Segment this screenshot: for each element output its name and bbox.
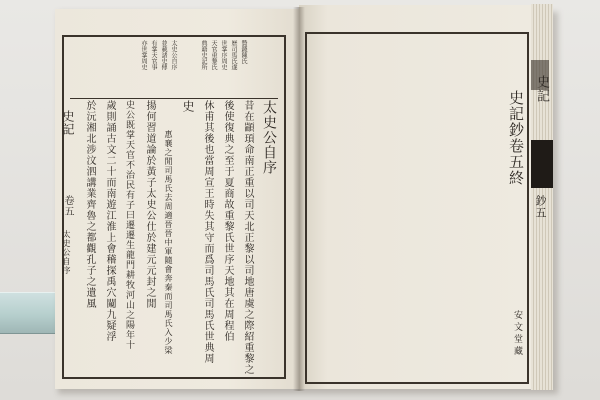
colophon-char: 安	[512, 310, 522, 320]
text-column: 史	[181, 100, 195, 113]
top-note: 歷司馬氏遂	[230, 40, 237, 70]
top-note: 世掌序周史	[220, 40, 227, 70]
text-column: 史公既掌天官不治民有子曰遷遷生龍門耕牧河山之陽年十	[124, 100, 134, 350]
colophon-char: 堂	[512, 334, 522, 344]
colophon-char: 文	[512, 322, 522, 332]
top-note: 亦世掌周史	[140, 40, 147, 70]
edge-label: 鈔五	[534, 195, 547, 219]
volume-end-title: 史記鈔卷五終	[507, 90, 525, 186]
top-note: 並載諸史傳	[160, 40, 167, 70]
text-column: 太史公自序	[261, 100, 277, 175]
top-note: 贊錢陳氏	[240, 40, 247, 64]
text-column: 休甫其後也當周宣王時失其守而爲司馬氏司馬氏世典周	[202, 100, 213, 364]
right-text-frame	[305, 32, 529, 384]
colophon-char: 藏	[512, 346, 522, 356]
top-note: 天官重黎氏	[210, 40, 217, 70]
spine-label: 卷五	[62, 195, 73, 217]
text-column: 揚何習道論於黃子太史公仕於建元元封之閒	[144, 100, 155, 309]
top-note: 典籍史記所	[200, 40, 207, 70]
text-column: 於沅湘北涉汶泗講業齊魯之都觀孔子之遺風	[84, 100, 95, 309]
top-note: 太史公自序	[170, 40, 177, 70]
spine-label: 史記	[61, 110, 75, 136]
top-note: 有掌天官事	[150, 40, 157, 70]
text-column: 後使復典之至于夏商故重黎氏世序天地其在周程伯	[222, 100, 233, 342]
spine-label: 太史公自序	[62, 230, 71, 275]
text-column: 歲則誦古文二十而南遊江淮上會稽探禹穴闚九疑浮	[104, 100, 115, 342]
edge-label: 史記	[534, 75, 549, 103]
book-gutter	[293, 7, 305, 391]
text-column: 昔在顓頊命南正重以司天北正黎以司地唐虞之際紹重黎之	[242, 100, 253, 375]
text-column: 惠襄之閒司馬氏去周適晉晉中軍隨會奔秦而司馬氏入少梁	[164, 130, 173, 355]
page-edge-tab	[531, 140, 553, 188]
